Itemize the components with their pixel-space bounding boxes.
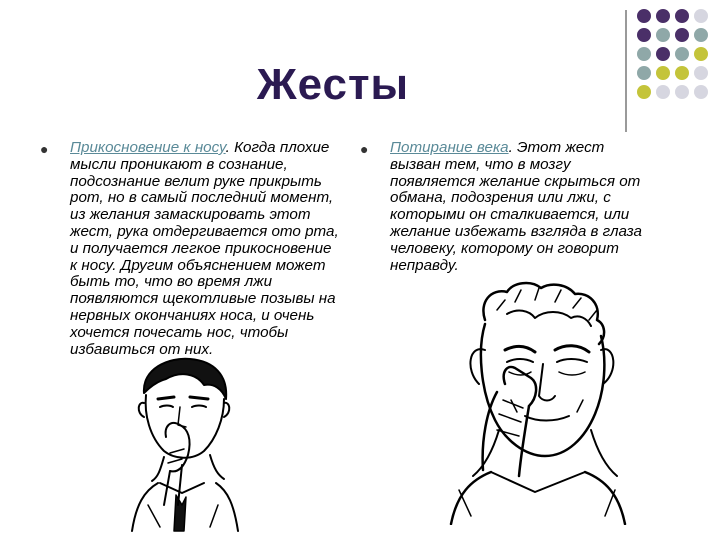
decor-dot (637, 47, 651, 61)
decor-dot (637, 9, 651, 23)
decor-dot (694, 9, 708, 23)
right-paragraph (390, 140, 650, 274)
left-bullet (40, 140, 340, 358)
decor-dot (675, 85, 689, 99)
decor-dot (656, 28, 670, 42)
left-text: . Когда плохие мысли проникают в сознание, подсознание велит руке прикрыть рот, но в самый последний момент, из желания замаскировать этот жест, рука отдергивается ото рта, и получается легкое прикосновение к носу. Другим объяснением может быть то, что во время лжи появляются щекотливые позывы на нервных окончаниях носа, и очень хочется почесать нос, чтобы избавиться от них. (70, 139, 339, 358)
term-nose-touch[interactable]: Прикосновение к носу (70, 139, 226, 156)
decor-dot (637, 28, 651, 42)
nose-touch-illustration (130, 355, 240, 535)
decor-dot (675, 47, 689, 61)
term-eyelid-rub[interactable]: Потирание века (390, 139, 509, 156)
left-paragraph (70, 140, 340, 358)
eyelid-rub-illustration (445, 280, 630, 525)
bullet-dot: ● (40, 141, 49, 157)
decor-dot (694, 66, 708, 80)
page-title: Жесты (256, 60, 410, 109)
decor-dot (656, 47, 670, 61)
right-bullet (360, 140, 650, 274)
decor-dot (675, 9, 689, 23)
decor-dot (694, 28, 708, 42)
decor-dot (675, 66, 689, 80)
decor-dot (694, 85, 708, 99)
right-text: . Этот жест вызван тем, что в мозгу появляется желание скрыться от обмана, подозрения или лжи, с которыми он сталкивается, или желание избежать взгляда в глаза человеку, которому он говорит неправду. (390, 139, 642, 274)
decor-dot (694, 47, 708, 61)
decor-dot (656, 9, 670, 23)
bullet-dot: ● (360, 141, 369, 157)
decor-dot (675, 28, 689, 42)
